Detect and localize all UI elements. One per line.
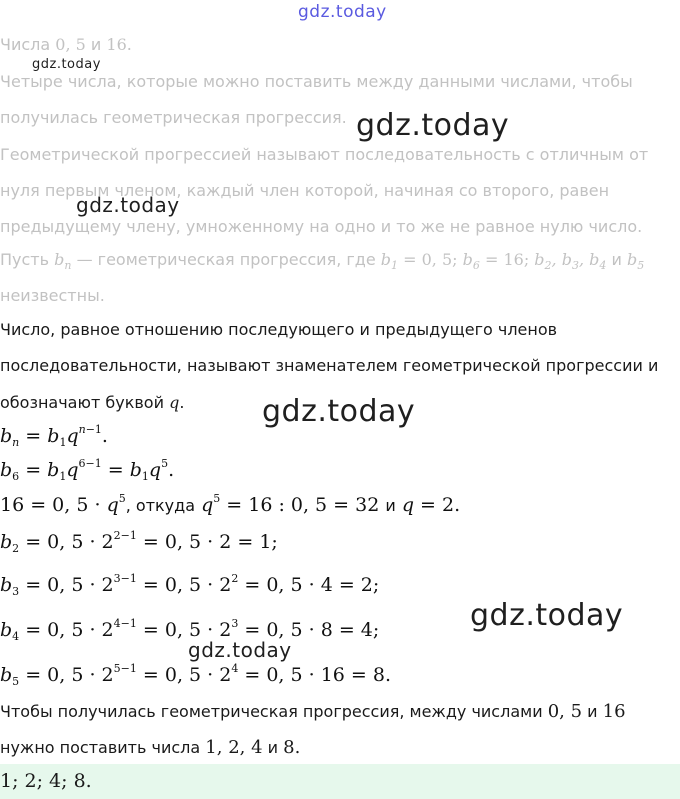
conclusion-line-1: Чтобы получилась геометрическая прогрессия, между числами 0, 5 и 16 [0, 701, 626, 722]
watermark-top: gdz.today [298, 2, 387, 22]
task-line-2: Четыре числа, которые можно поставить между данными числами, чтобы [0, 72, 633, 91]
equation-b4: $b_4 = 0$, $5 \cdot 2^{4-1} = 0$, $5 \cdot 2^3 = 0$, 5 · 8 = 4; [0, 617, 380, 643]
task-line-8: неизвестны. [0, 286, 105, 305]
equation-b3: $b_3 = 0$, $5 \cdot 2^{3-1} = 0$, $5 \cdot 2^2 = 0$, 5 · 4 = 2; [0, 572, 380, 598]
answer-text: 1; 2; 4; 8. [0, 770, 92, 792]
task-line-6: предыдущему члену, умноженному на одно и то же не равное нулю число. [0, 217, 643, 236]
watermark-large-1: gdz.today [356, 108, 510, 143]
definition-line-3: обозначают буквой q. [0, 393, 185, 412]
task-line-7: Пусть $b_n$ — геометрическая прогрессия, где $b_1 = 0$, 5; $b_6 = 16$; $b_2$, $b_3$, $b_4$ и $b_5$ [0, 250, 645, 272]
equation-q: 16 = 0, $5 \cdot q^5$, откуда $q^5 = 16$ : 0, 5 = 32 и q = 2. [0, 492, 461, 516]
answer-box [0, 764, 680, 799]
watermark-large-2: gdz.today [262, 394, 416, 429]
equation-b2: $b_2 = 0$, $5 \cdot 2^{2-1} = 0$, 5 · 2 = 1; [0, 529, 278, 555]
definition-line-2: последовательности, называют знаменателем геометрической прогрессии и [0, 356, 659, 375]
task-line-5: нуля первым членом, каждый член которой, начиная со второго, равен [0, 181, 610, 200]
equation-general: $b_n = b_1q^{n-1}$. [0, 423, 108, 449]
definition-line-1: Число, равное отношению последующего и предыдущего членов [0, 320, 558, 339]
task-line-1: Числа 0, 5 и 16. [0, 35, 132, 54]
conclusion-line-2: нужно поставить числа 1, 2, 4 и 8. [0, 737, 301, 758]
task-line-3: получилась геометрическая прогрессия. [0, 108, 347, 127]
watermark-large-3: gdz.today [470, 598, 624, 633]
equation-b6: $b_6 = b_1q^{6-1} = b_1q^5$. [0, 457, 175, 483]
watermark-medium-2: gdz.today [188, 638, 292, 662]
task-line-4: Геометрической прогрессией называют последовательность с отличным от [0, 145, 649, 164]
equation-b5: $b_5 = 0$, $5 \cdot 2^{5-1} = 0$, $5 \cdot 2^4 = 0$, 5 · 16 = 8. [0, 662, 392, 688]
watermark-small: gdz.today [32, 57, 101, 72]
watermark-medium: gdz.today [76, 193, 180, 217]
